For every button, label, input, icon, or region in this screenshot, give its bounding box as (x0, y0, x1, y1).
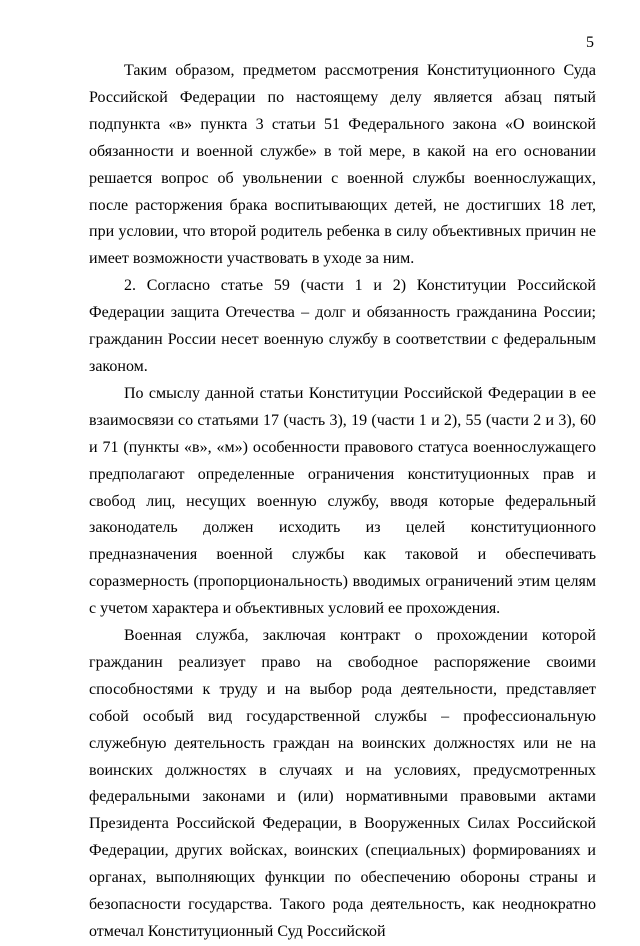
paragraph-military-service-definition: Военная служба, заключая контракт о прохождении которой гражданин реализует право на свободное распоряжение своими способностями к труду и на выбор рода деятельности, представляет собой особый вид государственной службы – профессиональную служебную деятельность граждан на воинских должностях или не на воинских должностях в случаях и на условиях, предусмотренных федеральными законами и (или) нормативными правовыми актами Президента Российской Федерации, в Вооруженных Силах Российской Федерации, других войсках, воинских (специальных) формированиях и органах, выполняющих функции по обеспечению обороны страны и безопасности государства. Такого рода деятельность, как неоднократно отмечал Конституционный Суд Российской (89, 627, 596, 940)
paragraph-legal-status-restrictions: По смыслу данной статьи Конституции Российской Федерации в ее взаимосвязи со статьями 17 (часть 3), 19 (части 1 и 2), 55 (части 2 и 3), 60 и 71 (пункты «в», «м») особенности правового статуса военнослужащего предполагают определенные ограничения конституционных прав и свобод лиц, несущих военную службу, вводя которые федеральный законодатель должен исходить из целей конституционного предназначения военной службы как таковой и обеспечивать соразмерность (пропорциональность) вводимых ограничений этим целям с учетом характера и объективных условий ее прохождения. (89, 384, 596, 618)
paragraph-subject-of-review: Таким образом, предметом рассмотрения Конституционного Суда Российской Федерации по настоящему делу является абзац пятый подпункта «в» пункта 3 статьи 51 Федерального закона «О воинской обязанности и военной службе» в той мере, в какой на его основании решается вопрос об увольнении с военной службы военнослужащих, после расторжения брака воспитывающих детей, не достигших 18 лет, при условии, что второй родитель ребенка в силу объективных причин не имеет возможности участвовать в уходе за ним. (89, 62, 596, 268)
document-body (89, 58, 596, 946)
paragraph-constitution-article-59: 2. Согласно статье 59 (части 1 и 2) Конституции Российской Федерации защита Отечества – долг и обязанность гражданина России; гражданин России несет военную службу в соответствии с федеральным законом. (89, 277, 596, 375)
page-number: 5 (586, 34, 594, 51)
